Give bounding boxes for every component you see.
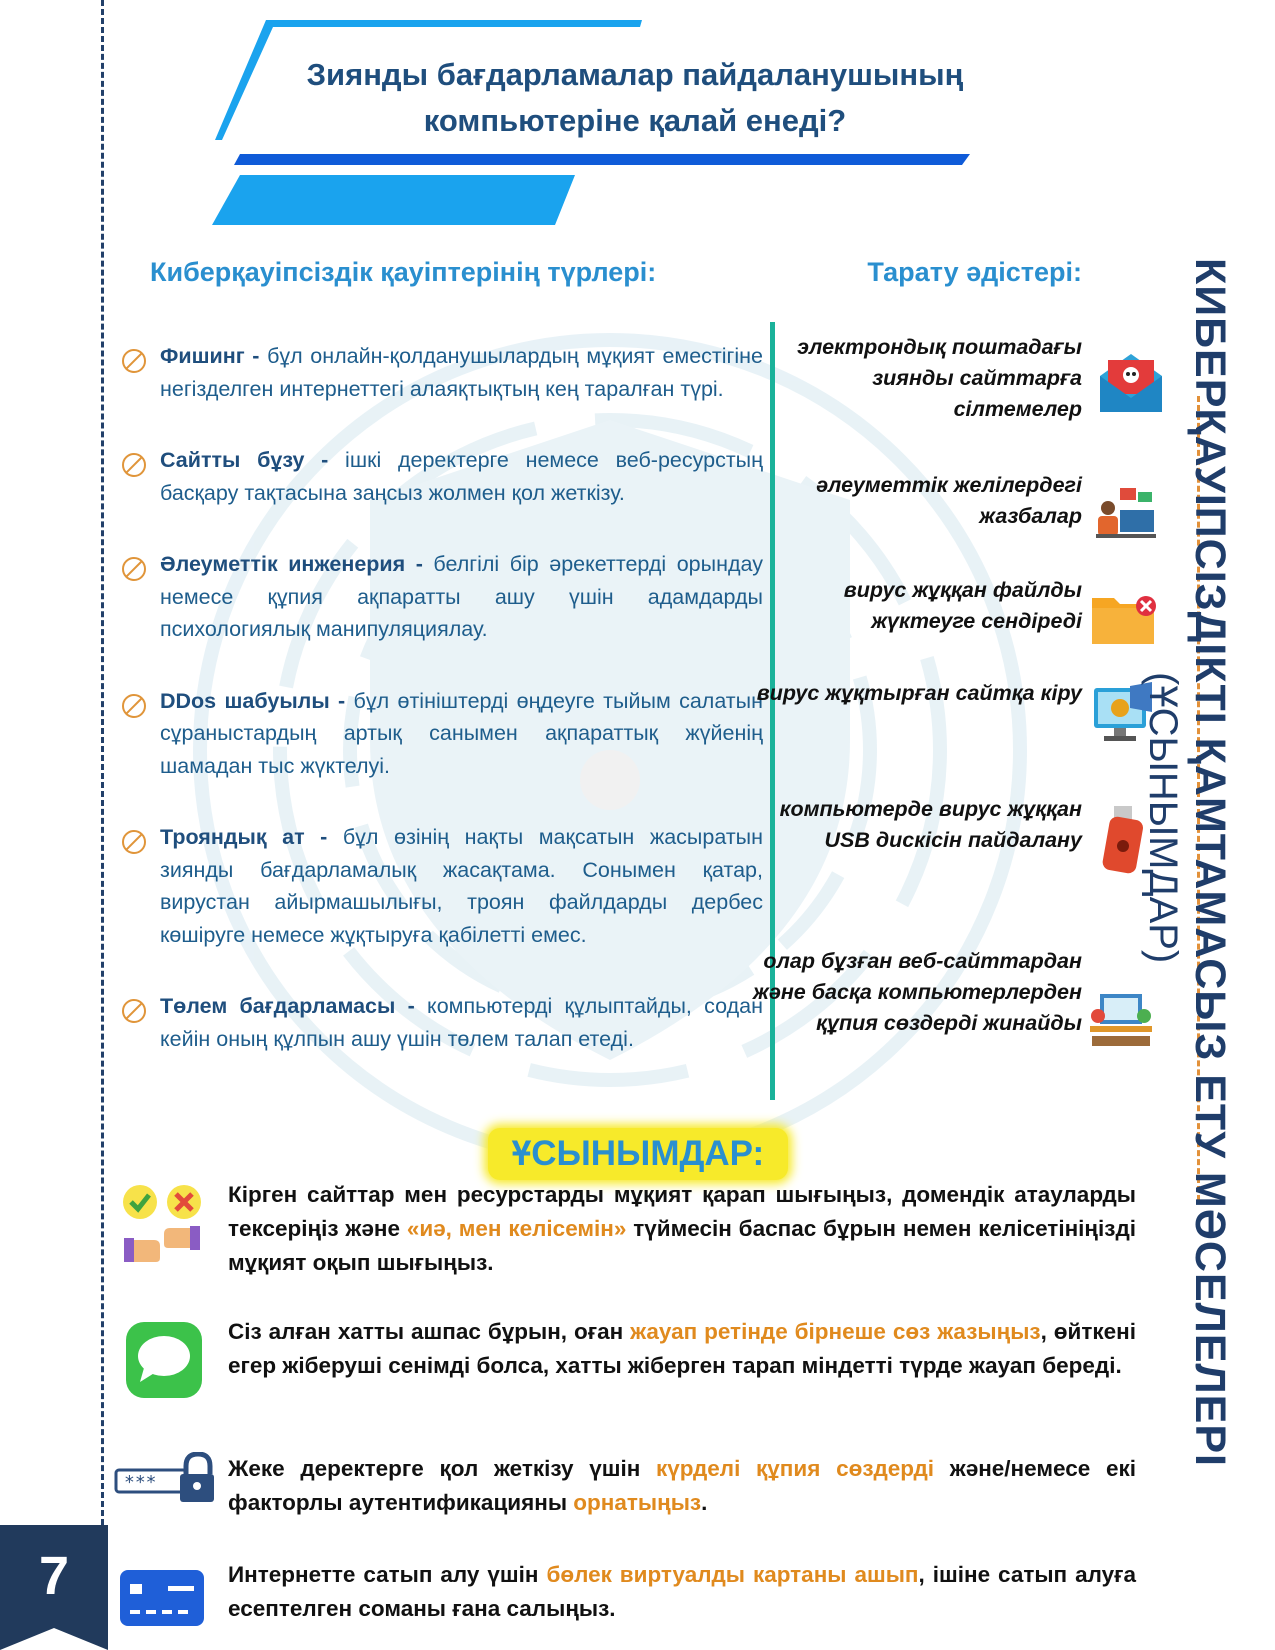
- method-infected-site: вирус жұқтырған сайтқа кіру: [756, 681, 1082, 705]
- method-social-posts: әлеуметтік желілердегі жазбалар: [816, 473, 1082, 528]
- method-password-harvest: олар бұзған веб-сайттардан және басқа компьютерлерден құпия сөздерді жинайды: [753, 949, 1082, 1035]
- page-border-dashed: [101, 0, 104, 1525]
- threat-desc: бұл өтініштерді өңдеуге тыйым салатын сұраныстардың артық санымен ақпараттық жүйенің шамадан тыс жүктелуі.: [160, 688, 763, 778]
- highlight-install: орнатыңыз: [573, 1490, 702, 1515]
- threat-desc: бұл өзінің нақты мақсатын жасыратын зиянды бағдарламалық жасақтама. Сонымен қатар, вирустан айырмашылығы, троян файлдарды дербес көшіруге немесе жұқтыруға қабілетті емес.: [160, 825, 763, 947]
- recommendations-heading: ҰСЫНЫМДАР:: [488, 1128, 788, 1180]
- threat-desc: белгілі бір әрекеттерді орындау немесе құпия ақпаратты ашу үшін адамдарды психологиялық манипуляциялау.: [160, 552, 763, 641]
- circle-slash-icon: [121, 348, 147, 374]
- threat-item-trojan: [118, 821, 763, 951]
- circle-slash-icon: [121, 452, 147, 478]
- recommendation-1: Кірген сайттар мен ресурстарды мұқият қарап шығыңыз, домендік атауларды тексеріңіз және «иә, мен келісемін» түймесін баспас бұрын немен келісетініңізді мұқият оқып шығыңыз.: [228, 1182, 1136, 1275]
- threat-item-ddos: [118, 685, 763, 783]
- threat-term: Трояндық ат -: [160, 825, 328, 849]
- threat-desc: бұл онлайн-қолданушылардың мұқият еместігіне негізделген интернеттегі алаяқтықтың кең таралған түрі.: [160, 344, 763, 401]
- highlight-reply: жауап ретінде бірнеше сөз жазыңыз: [630, 1319, 1041, 1344]
- social-network-icon: [1090, 478, 1160, 548]
- highlight-agree: «иә, мен келісемін»: [406, 1216, 627, 1241]
- page-number: 7: [38, 1546, 70, 1606]
- distribution-methods-heading: Тарату әдістері:: [867, 257, 1082, 287]
- password-lock-icon: [114, 1452, 214, 1504]
- highlight-passwords: күрделі құпия сөздерді: [656, 1456, 935, 1481]
- credit-card-icon: [120, 1570, 204, 1626]
- side-title: КИБЕРҚАУІПСІЗДІКТІ ҚАМТАМАСЫЗ ЕТУ МӘСЕЛЕЛЕРІ: [1186, 258, 1234, 1467]
- page-tab-notch: [0, 1600, 108, 1650]
- threat-item-ransomware: [118, 990, 763, 1055]
- circle-slash-icon: [121, 693, 147, 719]
- threat-desc: ішкі деректерге немесе веб-ресурстың басқару тақтасына заңсыз жолмен қол жеткізу.: [160, 448, 764, 505]
- method-email-links: электрондық поштадағы зиянды сайттарға сілтемелер: [797, 335, 1082, 421]
- threat-term: DDos шабуылы -: [160, 688, 346, 713]
- infected-folder-icon: [1090, 584, 1160, 654]
- threat-types-heading: Киберқауіпсіздік қауіптерінің түрлері:: [150, 257, 657, 287]
- message-bubble-icon: [126, 1322, 202, 1398]
- page-title: [270, 52, 1000, 144]
- password-harvest-icon: [1086, 986, 1156, 1056]
- threat-term: Сайтты бұзу -: [160, 448, 329, 472]
- highlight-virtual-card: бөлек виртуалды картаны ашып: [546, 1562, 919, 1587]
- method-infected-file: вирус жұққан файлды жүктеуге сендіреді: [843, 578, 1082, 633]
- recommendation-3: Жеке деректерге қол жеткізу үшін күрделі құпия сөздерді және/немесе екі факторлы аутентификацияны орнатыңыз.: [228, 1456, 1136, 1515]
- malicious-email-icon: [1096, 346, 1166, 416]
- threat-term: Төлем бағдарламасы -: [160, 994, 415, 1018]
- thumbs-check-icon: [118, 1182, 208, 1272]
- circle-slash-icon: [121, 556, 147, 582]
- threat-item-phishing: [118, 340, 763, 405]
- svg-text:***: ***: [124, 1472, 157, 1493]
- method-usb-disk: компьютерде вирус жұққан USB дискісін пайдалану: [779, 797, 1082, 852]
- threat-desc: компьютерді құлыптайды, содан кейін оның құлпын ашу үшін төлем талап етеді.: [160, 994, 763, 1051]
- recommendation-2: Сіз алған хатты ашпас бұрын, оған жауап ретінде бірнеше сөз жазыңыз, өйткені егер жіберуші сенімді болса, хатты жіберген тарап міндетті түрде жауап береді.: [228, 1319, 1136, 1378]
- circle-slash-icon: [121, 998, 147, 1024]
- page-title-line2: компьютеріне қалай енеді?: [423, 103, 847, 138]
- side-subtitle: (ҰСЫНЫМДАР): [1141, 672, 1185, 964]
- threat-term: Фишинг -: [160, 344, 260, 368]
- page-title-line1: Зиянды бағдарламалар пайдаланушының: [306, 57, 964, 92]
- threat-types-list: [118, 340, 763, 1094]
- threat-term: Әлеуметтік инженерия -: [160, 552, 423, 576]
- circle-slash-icon: [121, 829, 147, 855]
- threat-item-social-engineering: [118, 548, 763, 646]
- threat-item-site-hacking: [118, 444, 763, 509]
- recommendation-4: Интернетте сатып алу үшін бөлек виртуалды картаны ашып, ішіне сатып алуға есептелген соманы ғана салыңыз.: [228, 1562, 1137, 1621]
